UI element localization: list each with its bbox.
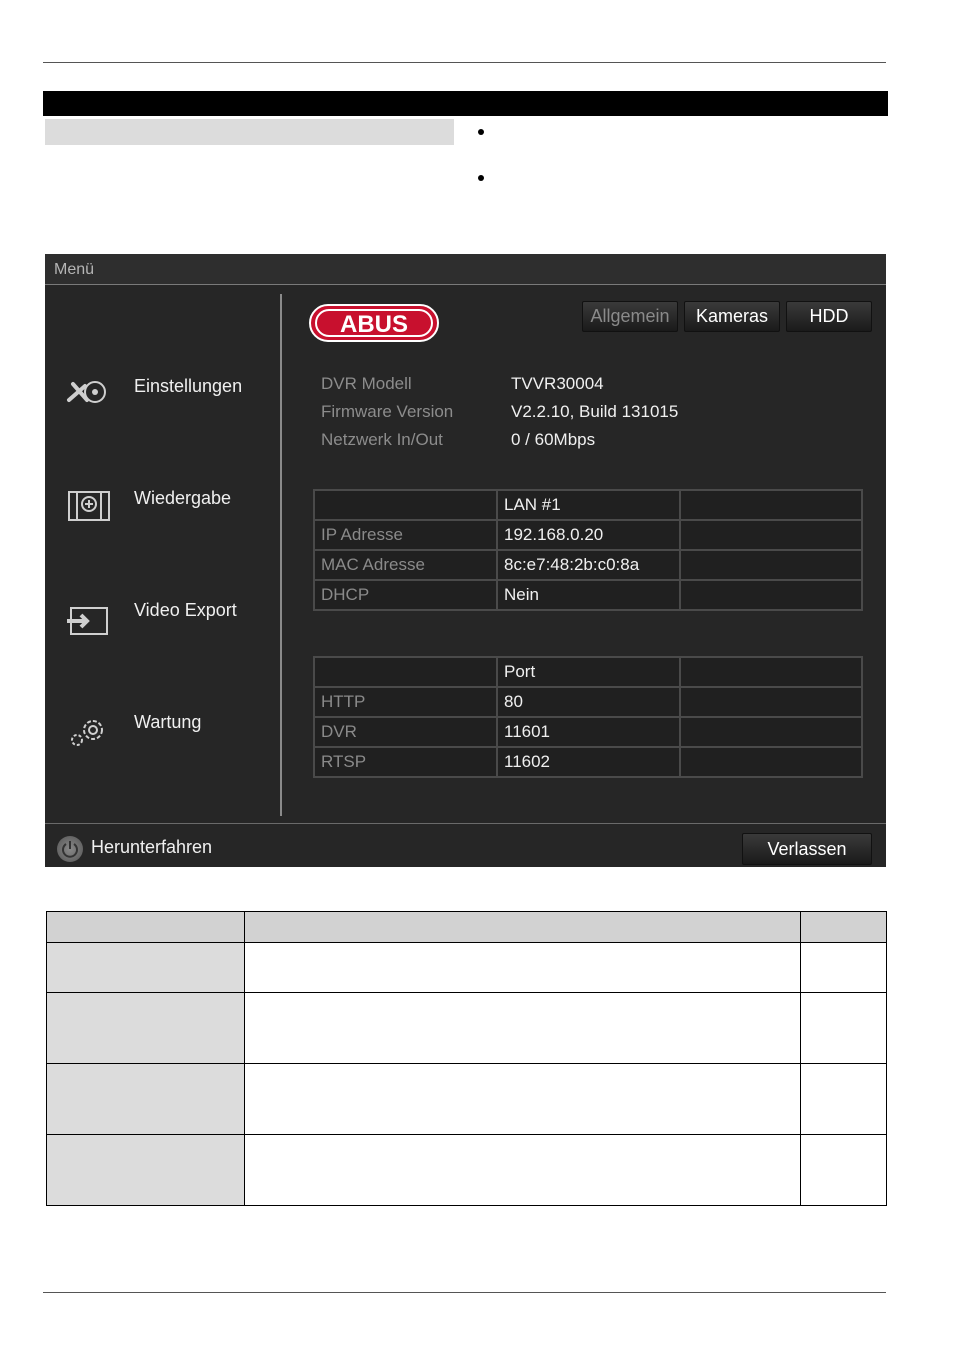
shutdown-button[interactable]: Herunterfahren: [91, 837, 213, 857]
playback-icon: [65, 489, 111, 523]
table-row: [314, 580, 862, 610]
table-header-cell: [47, 912, 245, 943]
sidebar-divider: [280, 294, 282, 816]
table-cell: [801, 1064, 887, 1135]
row-label-ip: IP Adresse: [314, 520, 497, 550]
table-cell: [47, 1064, 245, 1135]
section-header-bar: [43, 91, 888, 116]
table-cell: [680, 580, 862, 610]
table-cell: [680, 490, 862, 520]
row-label-mac: MAC Adresse: [314, 550, 497, 580]
tab-kameras[interactable]: Kameras: [684, 301, 780, 332]
table-cell: [801, 993, 887, 1064]
table-row: [314, 687, 862, 717]
menu-title-bar: [45, 254, 886, 285]
info-label-network: Netzwerk In/Out: [321, 430, 443, 449]
subsection-bar: [45, 119, 454, 145]
table-cell: [680, 747, 862, 777]
table-cell: [245, 943, 801, 993]
info-label-firmware: Firmware Version: [321, 402, 454, 421]
table-cell: [47, 1135, 245, 1206]
table-cell: [801, 943, 887, 993]
info-value-model: TVVR30004: [511, 374, 604, 393]
settings-tools-icon: [65, 376, 111, 410]
table-cell: [680, 550, 862, 580]
table-cell: [314, 657, 497, 687]
table-cell: [680, 657, 862, 687]
power-icon[interactable]: [57, 836, 83, 862]
table-header-port: Port: [497, 657, 680, 687]
table-row: [314, 747, 862, 777]
bullet-point: [478, 175, 484, 181]
table-row: [314, 520, 862, 550]
dvr-menu-screen: [45, 254, 886, 867]
row-label-dhcp: DHCP: [314, 580, 497, 610]
row-value-ip: 192.168.0.20: [497, 520, 680, 550]
maintenance-gears-icon: [65, 716, 111, 750]
sidebar-item-wiedergabe[interactable]: [65, 489, 111, 528]
tab-hdd[interactable]: HDD: [786, 301, 872, 332]
tab-allgemein[interactable]: Allgemein: [582, 301, 678, 332]
row-label-dvr: DVR: [314, 717, 497, 747]
row-value-http: 80: [497, 687, 680, 717]
table-cell: [47, 943, 245, 993]
row-value-dvr: 11601: [497, 717, 680, 747]
table-cell: [47, 993, 245, 1064]
abus-logo: [308, 303, 440, 343]
table-row: [47, 993, 887, 1064]
video-export-icon: [65, 604, 111, 638]
table-cell: [801, 1135, 887, 1206]
document-table: [46, 911, 887, 1206]
info-value-network: 0 / 60Mbps: [511, 430, 596, 449]
row-label-rtsp: RTSP: [314, 747, 497, 777]
menu-title: Menü: [54, 261, 95, 278]
sidebar-item-video-export[interactable]: [65, 604, 111, 643]
top-rule: [43, 62, 886, 63]
table-cell: [245, 1135, 801, 1206]
table-cell: [245, 993, 801, 1064]
row-value-dhcp: Nein: [497, 580, 680, 610]
sidebar-label-wiedergabe[interactable]: Wiedergabe: [134, 488, 232, 508]
sidebar-label-wartung[interactable]: Wartung: [134, 712, 202, 732]
table-row: [47, 943, 887, 993]
table-cell: [680, 520, 862, 550]
sidebar-label-einstellungen[interactable]: Einstellungen: [134, 376, 243, 396]
port-table: [313, 656, 863, 778]
table-cell: [680, 717, 862, 747]
info-value-firmware: V2.2.10, Build 131015: [511, 402, 679, 421]
network-table: [313, 489, 863, 611]
row-value-mac: 8c:e7:48:2b:c0:8a: [497, 550, 680, 580]
sidebar-item-einstellungen[interactable]: [65, 376, 111, 415]
info-label-model: DVR Modell: [321, 374, 412, 393]
row-label-http: HTTP: [314, 687, 497, 717]
table-header-lan: LAN #1: [497, 490, 680, 520]
table-row: [314, 550, 862, 580]
table-row: [314, 490, 862, 520]
exit-button[interactable]: Verlassen: [742, 833, 872, 865]
sidebar-item-wartung[interactable]: [65, 716, 111, 755]
table-row: [314, 657, 862, 687]
row-value-rtsp: 11602: [497, 747, 680, 777]
table-cell: [680, 687, 862, 717]
table-row: [47, 1135, 887, 1206]
table-cell: [314, 490, 497, 520]
table-row: [47, 1064, 887, 1135]
sidebar-label-video-export[interactable]: Video Export: [134, 600, 237, 620]
bottom-rule: [43, 1292, 886, 1293]
bullet-point: [478, 129, 484, 135]
table-row: [314, 717, 862, 747]
logo-text: ABUS: [339, 311, 409, 338]
table-header-row: [47, 912, 887, 943]
table-header-cell: [245, 912, 801, 943]
table-header-cell: [801, 912, 887, 943]
table-cell: [245, 1064, 801, 1135]
footer-divider: [45, 823, 886, 824]
